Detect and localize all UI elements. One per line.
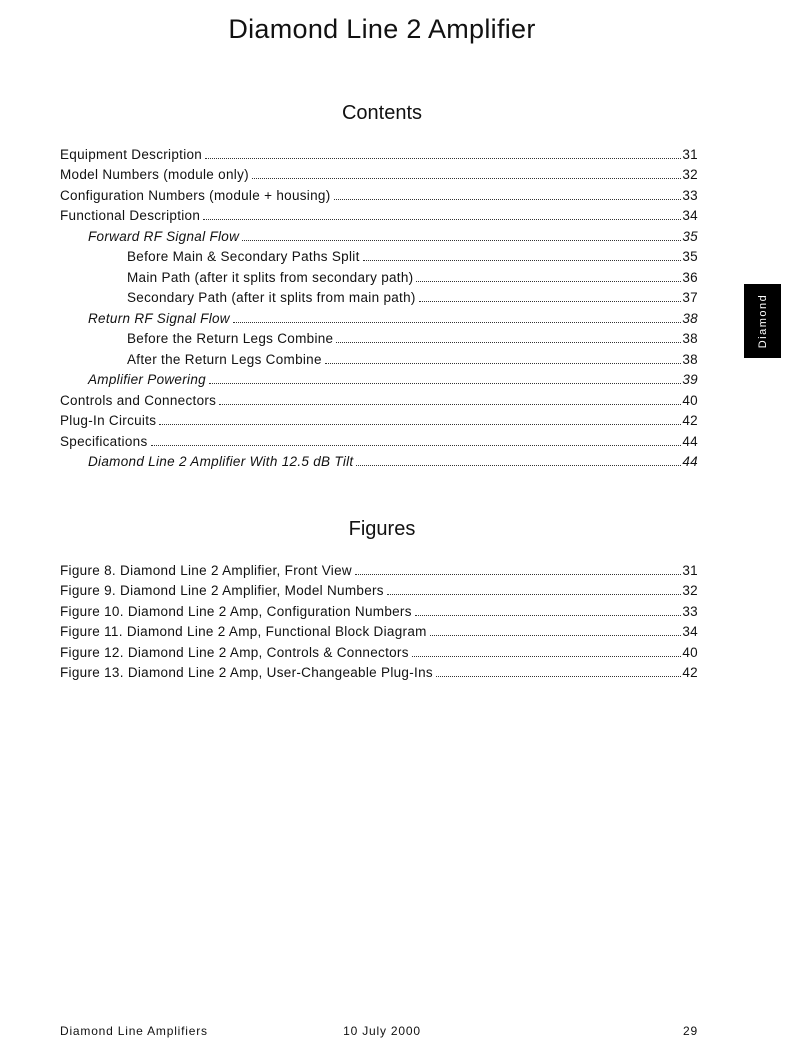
entry-title: Equipment Description (60, 146, 203, 162)
dot-leader (355, 574, 681, 575)
toc-entry[interactable] (60, 183, 698, 204)
figure-entry[interactable] (60, 640, 698, 661)
dot-leader (233, 322, 682, 323)
entry-title: Specifications (60, 433, 148, 449)
page-number: 35 (682, 249, 698, 264)
dot-leader (159, 424, 681, 425)
dot-leader (416, 281, 681, 282)
page-number: 39 (682, 372, 698, 387)
toc-entry[interactable] (60, 368, 698, 389)
toc-entry[interactable] (60, 142, 698, 163)
page-number: 36 (682, 269, 698, 285)
page-number: 32 (682, 583, 698, 598)
page-number: 31 (682, 146, 698, 162)
page-title: Diamond Line 2 Amplifier (228, 14, 536, 44)
dot-leader (151, 445, 682, 446)
dot-leader (325, 363, 682, 364)
dot-leader (334, 199, 682, 200)
figures-heading: Figures (348, 518, 416, 540)
page-number: 40 (682, 392, 698, 408)
entry-title: Amplifier Powering (88, 372, 206, 387)
toc-entry[interactable] (60, 265, 698, 286)
dot-leader (436, 676, 681, 677)
footer-center: 10 July 2000 (343, 1024, 421, 1038)
page-number: 34 (682, 208, 698, 223)
entry-title: Figure 10. Diamond Line 2 Amp, Configuration Numbers (60, 603, 412, 619)
page-number: 40 (682, 644, 698, 660)
contents-heading: Contents (341, 102, 423, 124)
dot-leader (415, 615, 682, 616)
toc-entry[interactable] (60, 204, 698, 225)
entry-title: Plug-In Circuits (60, 413, 157, 428)
figure-entry[interactable] (60, 579, 698, 600)
toc-entry[interactable] (60, 245, 698, 266)
page-number: 33 (682, 603, 698, 619)
page-number: 42 (682, 665, 698, 680)
entry-title: Main Path (after it splits from secondary path) (127, 269, 414, 285)
section-tab-label: Diamond (756, 293, 769, 349)
section-tab (744, 284, 781, 358)
page-number: 31 (682, 562, 698, 578)
toc-entry[interactable] (60, 306, 698, 327)
dot-leader (430, 635, 682, 636)
figure-entry[interactable] (60, 620, 698, 641)
toc-entry[interactable] (60, 347, 698, 368)
toc-entry[interactable] (60, 286, 698, 307)
entry-title: Controls and Connectors (60, 392, 217, 408)
figure-entry[interactable] (60, 599, 698, 620)
footer-page-number: 29 (683, 1024, 698, 1038)
entry-title: Secondary Path (after it splits from main path) (127, 290, 416, 305)
entry-title: After the Return Legs Combine (127, 351, 322, 367)
page-number: 34 (682, 624, 698, 639)
entry-title: Functional Description (60, 208, 201, 223)
toc-entry[interactable] (60, 327, 698, 348)
dot-leader (242, 240, 681, 241)
figure-entry[interactable] (60, 661, 698, 682)
page-number: 37 (682, 290, 698, 305)
dot-leader (419, 301, 682, 302)
entry-title: Forward RF Signal Flow (88, 228, 240, 244)
footer-left: Diamond Line Amplifiers (60, 1024, 208, 1038)
dot-leader (336, 342, 681, 343)
toc-entry[interactable] (60, 388, 698, 409)
dot-leader (252, 178, 681, 179)
dot-leader (209, 383, 681, 384)
dot-leader (412, 656, 682, 657)
toc-entry[interactable] (60, 163, 698, 184)
page-number: 44 (682, 433, 698, 449)
dot-leader (387, 594, 682, 595)
page-number: 42 (682, 413, 698, 428)
page-number: 35 (682, 228, 698, 244)
figures-list (60, 558, 698, 681)
page-number: 44 (682, 454, 698, 469)
toc-entry[interactable] (60, 224, 698, 245)
toc-entry[interactable] (60, 409, 698, 430)
entry-title: Figure 9. Diamond Line 2 Amplifier, Model Numbers (60, 583, 384, 598)
entry-title: Figure 13. Diamond Line 2 Amp, User-Changeable Plug-Ins (60, 665, 433, 680)
entry-title: Diamond Line 2 Amplifier With 12.5 dB Tilt (88, 454, 354, 469)
dot-leader (205, 158, 681, 159)
entry-title: Model Numbers (module only) (60, 167, 249, 182)
entry-title: Return RF Signal Flow (88, 310, 230, 326)
page-number: 38 (682, 310, 698, 326)
dot-leader (363, 260, 682, 261)
page-number: 38 (682, 331, 698, 346)
entry-title: Before Main & Secondary Paths Split (127, 249, 360, 264)
dot-leader (219, 404, 681, 405)
dot-leader (203, 219, 681, 220)
entry-title: Figure 11. Diamond Line 2 Amp, Functional Block Diagram (60, 624, 427, 639)
entry-title: Figure 8. Diamond Line 2 Amplifier, Front View (60, 562, 352, 578)
dot-leader (356, 465, 681, 466)
contents-list (60, 142, 698, 470)
page-number: 32 (682, 167, 698, 182)
toc-entry[interactable] (60, 450, 698, 471)
page-number: 38 (682, 351, 698, 367)
entry-title: Before the Return Legs Combine (127, 331, 334, 346)
page-number: 33 (682, 187, 698, 203)
entry-title: Configuration Numbers (module + housing) (60, 187, 331, 203)
figure-entry[interactable] (60, 558, 698, 579)
entry-title: Figure 12. Diamond Line 2 Amp, Controls & Connectors (60, 644, 409, 660)
toc-entry[interactable] (60, 429, 698, 450)
